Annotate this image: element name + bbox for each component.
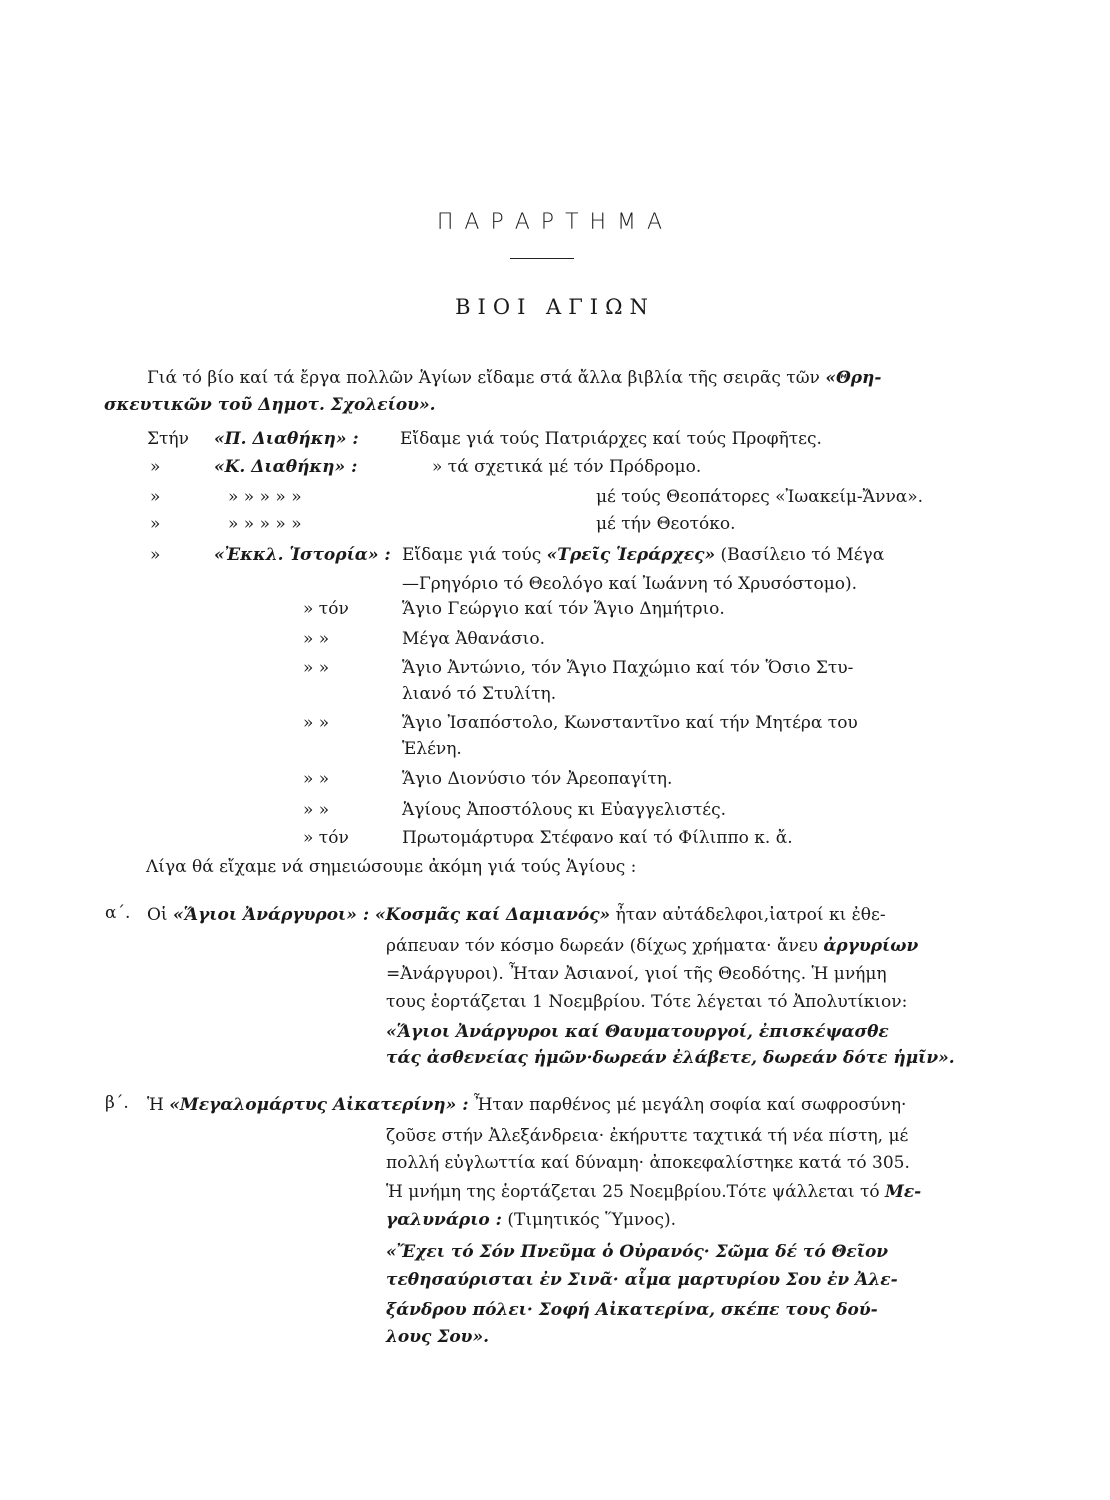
section-heading: ΒΙΟΙ ΑΓΙΩΝ	[455, 295, 655, 319]
hierarchs-continuation: —Γρηγόριο τό Θεολόγο καί Ἰωάννη τό Χρυσόστομο).	[402, 574, 858, 594]
apolytikion-line-2: τάς ἀσθενείας ἡμῶν·δωρεάν ἐλάβετε, δωρεάν δότε ἡμῖν».	[386, 1048, 955, 1068]
section-b-line-4	[386, 1180, 921, 1204]
emphasis: γαλυνάριο :	[386, 1210, 502, 1230]
book-row	[147, 427, 189, 451]
saint-text: Ἅγιο Γεώργιο καί τόν Ἅγιο Δημήτριο.	[402, 599, 725, 619]
megalynarion-line-1: «Ἔχει τό Σόν Πνεῦμα ὁ Οὐρανός· Σῶμα δέ τό Θεῖον	[386, 1242, 889, 1262]
intro-line-1	[147, 366, 881, 390]
saint-text-cont: Ἑλένη.	[402, 739, 462, 759]
book-text: Εἴδαμε γιά τούς	[402, 545, 542, 565]
book-text: μέ τήν Θεοτόκο.	[596, 514, 736, 534]
text: Οἱ	[147, 905, 168, 925]
title-divider	[510, 258, 574, 259]
saint-name: «Μεγαλομάρτυς Αἰκατερίνη» :	[169, 1095, 469, 1115]
megalynarion-line-2: τεθησαύρισται ἐν Σινᾶ· αἷμα μαρτυρίου Σου ἐν Ἀλε-	[386, 1270, 898, 1290]
intro-line-2: σκευτικῶν τοῦ Δημοτ. Σχολείου».	[104, 395, 436, 415]
book-lead: Στήν	[147, 429, 189, 449]
text: Ἡ μνήμη της ἑορτάζεται 25 Νοεμβρίου.Τότε ψάλλεται τό	[386, 1182, 880, 1202]
saint-marks: » τόν	[303, 828, 349, 848]
emphasis: ἀργυρίων	[823, 936, 919, 956]
saints-names: «Ἅγιοι Ἀνάργυροι» : «Κοσμᾶς καί Δαμιανός»	[173, 905, 611, 925]
page-title: ΠΑΡΑΡΤΗΜΑ	[436, 210, 674, 235]
saint-marks: » »	[303, 769, 330, 789]
saint-marks: » »	[303, 658, 330, 678]
saint-text: Πρωτομάρτυρα Στέφανο καί τό Φίλιππο κ. ἄ.	[402, 828, 793, 848]
saint-marks: » τόν	[303, 599, 349, 619]
saint-marks: » »	[303, 629, 330, 649]
section-a-line-3: =Ἀνάργυροι). Ἦταν Ἀσιανοί, γιοί τῆς Θεοδότης. Ἡ μνήμη	[386, 964, 887, 984]
apolytikion-line-1: «Ἅγιοι Ἀνάργυροι καί Θαυματουργοί, ἐπισκέψασθε	[386, 1022, 889, 1042]
text: Ἡ	[147, 1095, 164, 1115]
book-lead: »	[150, 487, 161, 507]
saint-text: Ἅγιο Διονύσιο τόν Ἀρεοπαγίτη.	[402, 769, 673, 789]
book-title: «Ἐκκλ. Ἱστορία» :	[214, 545, 391, 565]
section-b-line-2: ζοῦσε στήν Ἀλεξάνδρεια· ἐκήρυττε ταχτικά τή νέα πίστη, μέ	[386, 1126, 909, 1146]
saint-text: Μέγα Ἀθανάσιο.	[402, 629, 545, 649]
intro-series-title: «Θρη-	[825, 368, 882, 388]
saint-marks: » »	[303, 713, 330, 733]
text: (Τιμητικός Ὕμνος).	[507, 1210, 677, 1230]
intro-text: Γιά τό βίο καί τά ἔργα πολλῶν Ἁγίων εἴδαμε στά ἄλλα βιβλία τῆς σειρᾶς τῶν	[147, 368, 820, 388]
book-text: μέ τούς Θεοπάτορες «Ἰωακείμ-Ἄννα».	[596, 487, 924, 507]
section-b-line-5	[386, 1208, 676, 1232]
section-a-line-4: τους ἑορτάζεται 1 Νοεμβρίου. Τότε λέγεται τό Ἀπολυτίκιον:	[386, 992, 908, 1012]
book-row-history	[402, 543, 884, 567]
section-a-line-2	[386, 934, 918, 958]
section-b-label: β΄.	[105, 1093, 129, 1113]
emphasis: Με-	[885, 1182, 922, 1202]
text: ράπευαν τόν κόσμο δωρεάν (δίχως χρήματα· ἄνευ	[386, 936, 818, 956]
ditto-marks: » » » » »	[228, 514, 302, 534]
megalynarion-line-4: λους Σου».	[386, 1327, 490, 1347]
section-a-line-1	[147, 903, 886, 927]
book-text: Εἴδαμε γιά τούς Πατριάρχες καί τούς Προφῆτες.	[400, 429, 822, 449]
hierarchs-detail: (Βασίλειο τό Μέγα	[720, 545, 885, 565]
saint-text: Ἅγιο Ἰσαπόστολο, Κωνσταντῖνο καί τήν Μητέρα του	[402, 713, 858, 733]
few-words-line: Λίγα θά εἴχαμε νά σημειώσουμε ἀκόμη γιά τούς Ἁγίους :	[146, 857, 637, 877]
book-lead: »	[150, 514, 161, 534]
text: ἦταν αὐτάδελφοι,ἰατροί κι ἐθε-	[615, 905, 886, 925]
section-a-label: α΄.	[105, 903, 131, 923]
book-text: » τά σχετικά μέ τόν Πρόδρομο.	[432, 457, 702, 477]
text: Ἦταν παρθένος μέ μεγάλη σοφία καί σωφροσύνη·	[473, 1095, 907, 1115]
megalynarion-line-3: ξάνδρου πόλει· Σοφή Αἰκατερίνα, σκέπε τους δού-	[386, 1300, 878, 1320]
saint-text: Ἁγίους Ἀποστόλους κι Εὐαγγελιστές.	[402, 800, 727, 820]
saint-text-cont: λιανό τό Στυλίτη.	[402, 684, 557, 704]
ditto-marks: » » » » »	[228, 487, 302, 507]
book-lead: »	[150, 457, 161, 477]
book-title: «Κ. Διαθήκη» :	[214, 457, 358, 477]
book-title: «Π. Διαθήκη» :	[214, 429, 359, 449]
book-lead: »	[150, 545, 161, 565]
section-b-line-3: πολλή εὐγλωττία καί δύναμη· ἀποκεφαλίστηκε κατά τό 305.	[386, 1153, 910, 1173]
three-hierarchs: «Τρεῖς Ἱεράρχες»	[546, 545, 716, 565]
saint-text: Ἅγιο Ἀντώνιο, τόν Ἅγιο Παχώμιο καί τόν Ὅσιο Στυ-	[402, 658, 854, 678]
section-b-line-1	[147, 1093, 906, 1117]
saint-marks: » »	[303, 800, 330, 820]
